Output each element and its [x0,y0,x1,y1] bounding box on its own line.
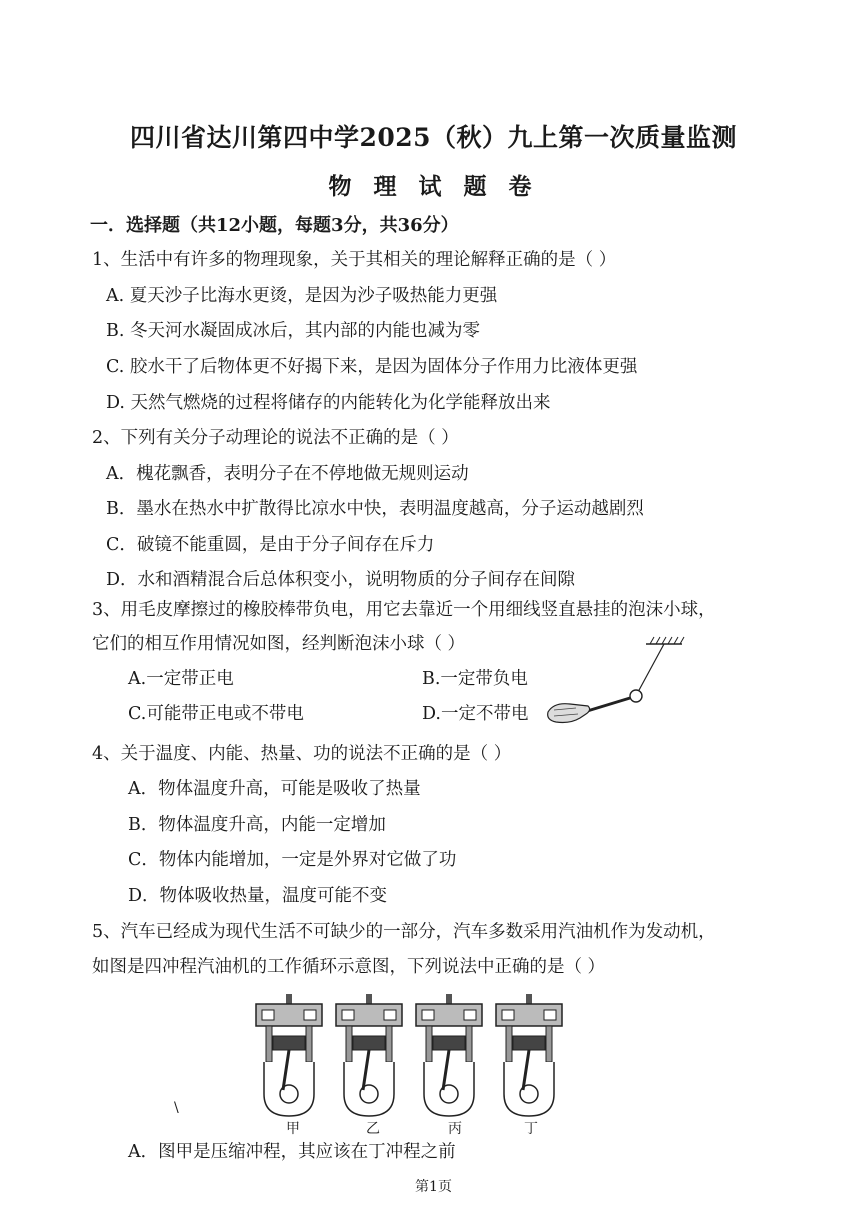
question-5-stem-line1: 5、汽车已经成为现代生活不可缺少的一部分，汽车多数采用汽油机作为发动机， [92,922,716,942]
question-3-option-c: C.可能带正电或不带电 [128,704,304,724]
question-4-option-d: D．物体吸收热量，温度可能不变 [128,886,388,906]
question-1-stem: 1、生活中有许多的物理现象，关于其相关的理论解释正确的是（ ） [92,250,617,270]
question-2-option-b: B．墨水在热水中扩散得比凉水中快，表明温度越高，分子运动越剧烈 [106,499,644,519]
question-3-stem-line1: 3、用毛皮摩擦过的橡胶棒带负电，用它去靠近一个用细线竖直悬挂的泡沫小球， [92,600,716,620]
question-1-option-b: B. 冬天河水凝固成冰后，其内部的内能也减为零 [106,321,480,341]
four-stroke-engine-figure [240,994,575,1119]
question-4-stem: 4、关于温度、内能、热量、功的说法不正确的是（ ） [92,744,512,764]
question-3-option-b: B.一定带负电 [422,669,528,689]
question-5-option-a: A．图甲是压缩冲程，其应该在丁冲程之前 [128,1142,456,1162]
charged-rod-pith-ball-figure [540,634,685,726]
question-4-option-c: C．物体内能增加，一定是外界对它做了功 [128,850,457,870]
question-2-option-c: C．破镜不能重圆，是由于分子间存在斥力 [106,535,435,555]
question-2-option-d: D．水和酒精混合后总体积变小，说明物质的分子间存在间隙 [106,570,576,590]
question-1-option-d: D. 天然气燃烧的过程将储存的内能转化为化学能释放出来 [106,393,551,413]
question-1-option-a: A. 夏天沙子比海水更烫，是因为沙子吸热能力更强 [106,286,498,306]
question-4-option-a: A．物体温度升高，可能是吸收了热量 [128,779,421,799]
stray-mark: \ [174,1100,179,1116]
question-3-option-a: A.一定带正电 [128,669,234,689]
question-2-stem: 2、下列有关分子动理论的说法不正确的是（ ） [92,428,459,448]
exam-subtitle: 物 理 试 题 卷 [328,173,539,200]
exam-title: 四川省达川第四中学2025（秋）九上第一次质量监测 [129,123,738,152]
section-heading: 一．选择题（共12小题，每题3分，共36分） [90,215,459,236]
engine-label-yi: 乙 [366,1121,380,1137]
question-1-option-c: C. 胶水干了后物体更不好揭下来，是因为固体分子作用力比液体更强 [106,357,638,377]
engine-label-ding: 丁 [524,1121,538,1137]
question-3-option-d: D.一定不带电 [422,704,529,724]
question-3-stem-line2: 它们的相互作用情况如图，经判断泡沫小球（ ） [92,634,466,654]
question-5-stem-line2: 如图是四冲程汽油机的工作循环示意图，下列说法中正确的是（ ） [92,957,606,977]
page-number: 第1页 [415,1179,452,1195]
question-2-option-a: A．槐花飘香，表明分子在不停地做无规则运动 [106,464,469,484]
engine-label-bing: 丙 [448,1121,462,1137]
question-4-option-b: B．物体温度升高，内能一定增加 [128,815,386,835]
engine-label-jia: 甲 [286,1121,300,1137]
